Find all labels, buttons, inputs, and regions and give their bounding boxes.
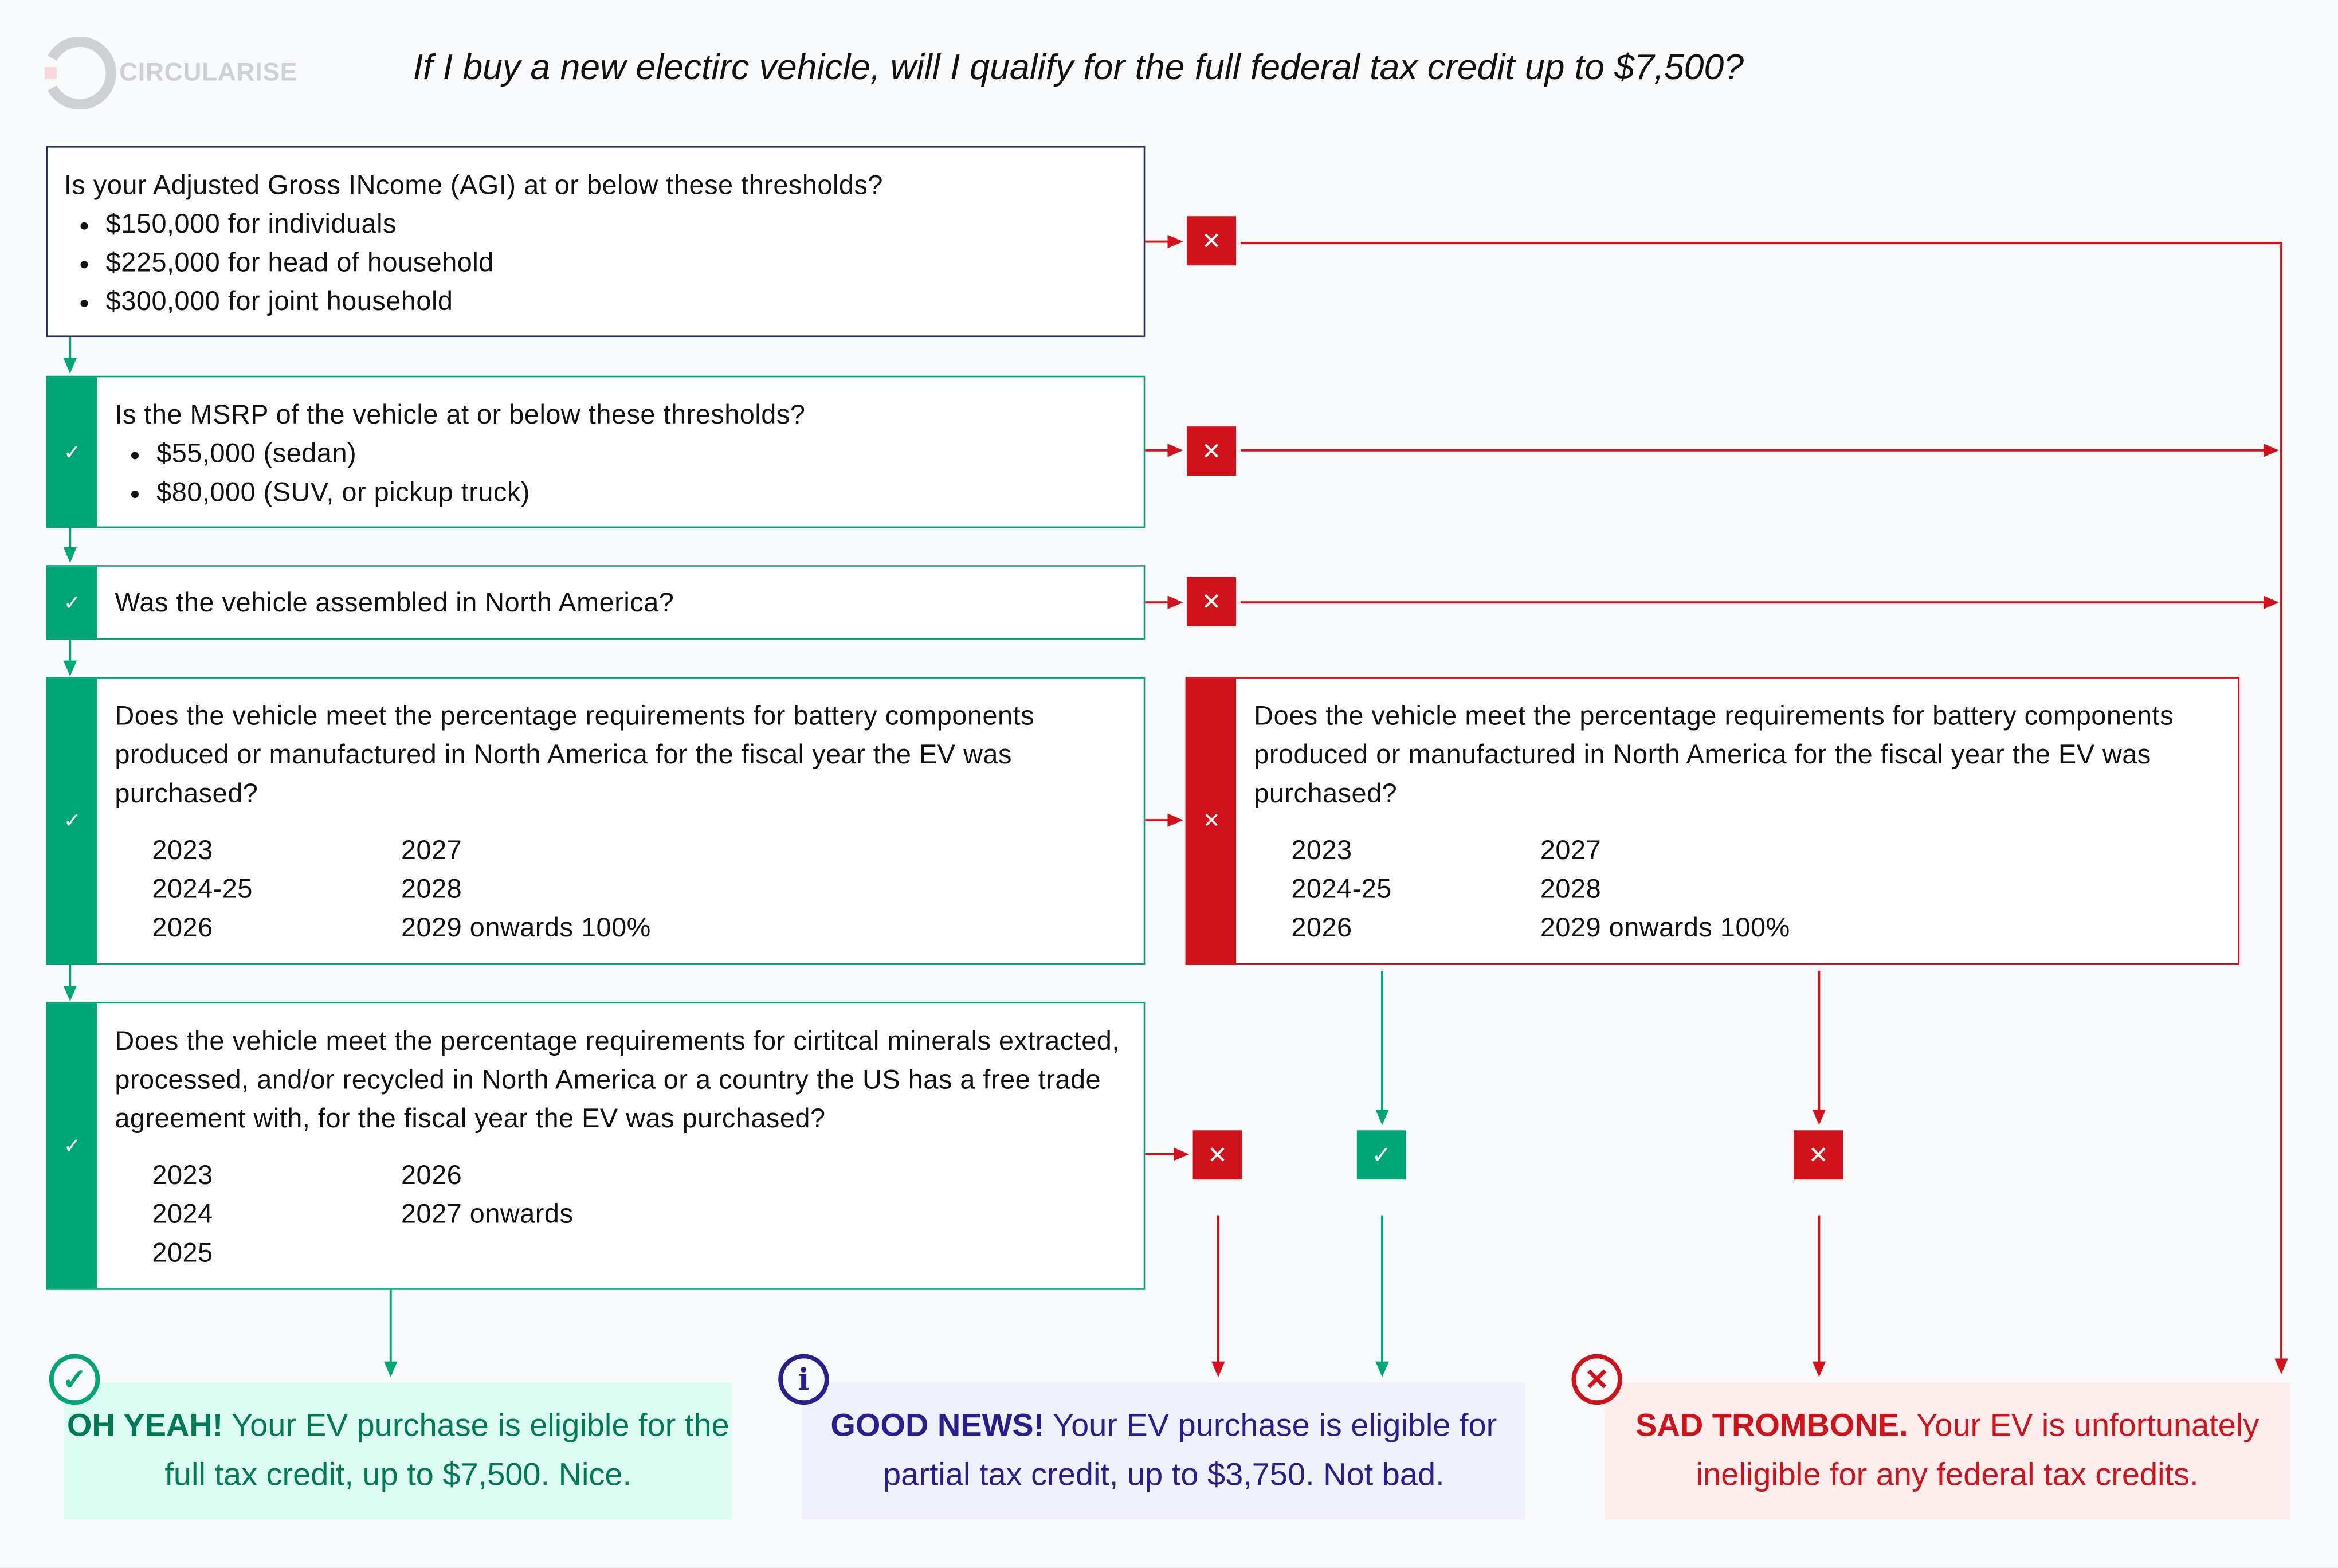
x-icon: ✕	[1187, 679, 1236, 963]
year: 2029 onwards 100%	[401, 912, 651, 943]
question-text: Is the MSRP of the vehicle at or below these thresholds?	[115, 399, 806, 430]
x-icon: ✕	[1187, 577, 1236, 626]
year: 2026	[1291, 912, 1352, 943]
outcome-full-credit	[64, 1382, 732, 1519]
question-minerals	[46, 1002, 1146, 1290]
year: 2025	[152, 1237, 213, 1268]
question-text: Was the vehicle assembled in North America?	[115, 587, 674, 618]
question-assembly	[46, 565, 1146, 640]
question-text: Is your Adjusted Gross INcome (AGI) at or below these thresholds?	[64, 170, 884, 200]
check-icon: ✓	[48, 567, 97, 638]
year: 2023	[1291, 835, 1352, 865]
x-icon: ✕	[1794, 1130, 1843, 1179]
outcome-text: Your EV is unfortunately ineligible for any federal tax credits.	[1696, 1408, 2259, 1493]
year: 2027	[401, 835, 462, 865]
outcome-headline: SAD TROMBONE.	[1635, 1408, 1908, 1444]
year: 2024	[152, 1199, 213, 1229]
year: 2024-25	[152, 873, 253, 904]
threshold-item: • $80,000 (SUV, or pickup truck)	[156, 473, 805, 512]
x-circle-icon: ✕	[1572, 1354, 1622, 1405]
threshold-item: • $55,000 (sedan)	[156, 434, 805, 473]
x-icon: ✕	[1187, 426, 1236, 476]
question-battery	[46, 677, 1146, 965]
year: 2026	[152, 912, 213, 943]
year: 2027	[1540, 835, 1602, 865]
question-msrp	[46, 376, 1146, 528]
outcome-partial-credit	[802, 1382, 1525, 1519]
year: 2029 onwards 100%	[1540, 912, 1790, 943]
info-icon: i	[778, 1354, 829, 1405]
check-icon: ✓	[48, 377, 97, 526]
outcome-no-credit	[1605, 1382, 2290, 1519]
year: 2028	[401, 873, 462, 904]
year: 2027 onwards	[401, 1199, 574, 1229]
question-battery-alt	[1186, 677, 2240, 965]
year: 2026	[401, 1160, 462, 1190]
check-icon: ✓	[48, 1003, 97, 1288]
check-icon: ✓	[48, 679, 97, 963]
year: 2023	[152, 1160, 213, 1190]
page-title: If I buy a new electirc vehicle, will I qualify for the full federal tax credit up to $7,500?	[413, 48, 1744, 88]
check-circle-icon: ✓	[49, 1354, 100, 1405]
question-text: Does the vehicle meet the percentage requirements for cirtitcal minerals extracted, processed, and/or recycled in North America or a country the US has a free trade agreement with, for the fiscal year the EV was purchased?	[115, 1026, 1120, 1134]
question-text: Does the vehicle meet the percentage requirements for battery components produced or manufactured in North America for the fiscal year the EV was purchased?	[1254, 700, 2174, 809]
outcome-text: Your EV purchase is eligible for the full tax credit, up to $7,500. Nice.	[164, 1408, 729, 1493]
logo-text: CIRCULARISE	[119, 58, 298, 87]
threshold-item: • $300,000 for joint household	[106, 282, 883, 321]
year: 2023	[152, 835, 213, 865]
outcome-headline: GOOD NEWS!	[830, 1408, 1045, 1444]
outcome-headline: OH YEAH!	[66, 1408, 223, 1444]
question-text: Does the vehicle meet the percentage requirements for battery components produced or manufactured in North America for the fiscal year the EV was purchased?	[115, 700, 1035, 809]
threshold-item: • $150,000 for individuals	[106, 204, 883, 243]
year: 2028	[1540, 873, 1602, 904]
outcome-text: Your EV purchase is eligible for partial tax credit, up to $3,750. Not bad.	[883, 1408, 1497, 1493]
x-icon: ✕	[1193, 1130, 1242, 1179]
check-icon: ✓	[1357, 1130, 1406, 1179]
x-icon: ✕	[1187, 216, 1236, 265]
threshold-item: • $225,000 for head of household	[106, 243, 883, 282]
question-agi	[46, 146, 1146, 337]
year: 2024-25	[1291, 873, 1392, 904]
